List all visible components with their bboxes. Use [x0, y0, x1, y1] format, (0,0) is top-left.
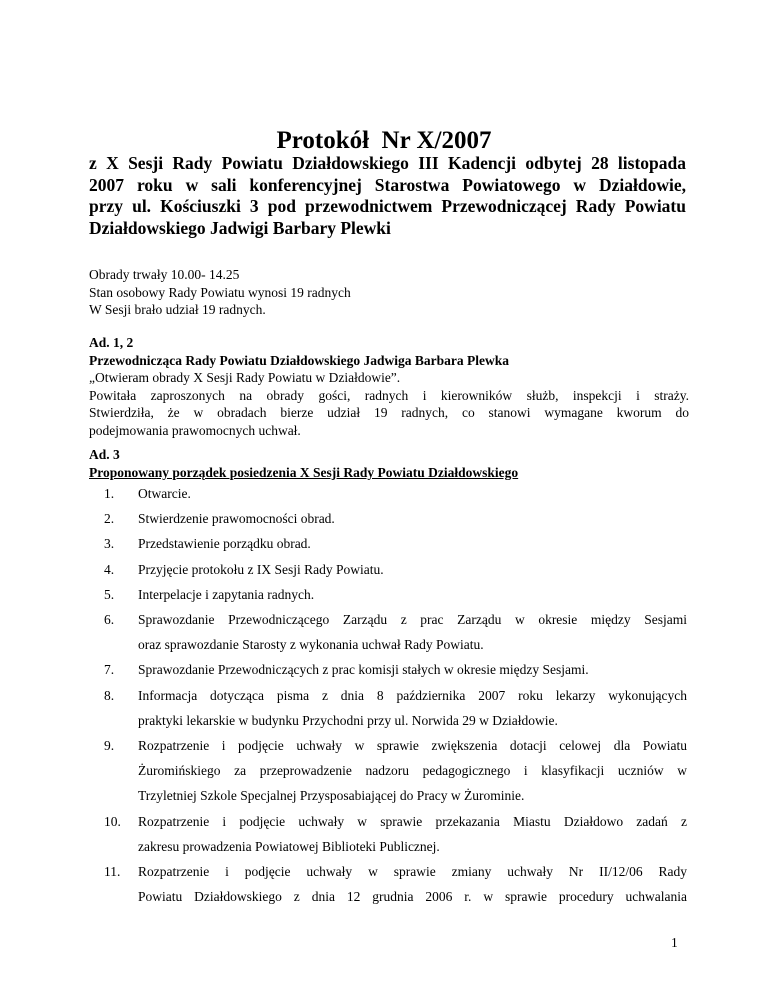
body-line: podejmowania prawomocnych uchwał.	[89, 422, 301, 438]
session-info	[89, 266, 689, 319]
info-duration: Obrady trwały 10.00- 14.25	[89, 267, 240, 282]
agenda-item-number: 4.	[104, 561, 115, 577]
agenda-item-text: Informacja dotycząca pisma z dnia 8 października 2007 roku lekarzy wykonujących	[138, 687, 687, 703]
agenda-item-number: 6.	[104, 612, 115, 628]
agenda-item-text: Powiatu Działdowskiego z dnia 12 grudnia 2006 r. w sprawie procedury uchwalania	[138, 889, 687, 905]
subtitle-line: przy ul. Kościuszki 3 pod przewodnictwem Przewodniczącej Rady Powiatu	[89, 196, 686, 216]
document-title: Protokół Nr X/2007	[276, 127, 492, 154]
agenda-item-number: 9.	[104, 738, 115, 754]
agenda-item-text: Przyjęcie protokołu z IX Sesji Rady Powiatu.	[138, 561, 384, 577]
agenda-item	[104, 733, 687, 809]
agenda-item-text: Sprawozdanie Przewodniczącego Zarządu z prac Zarządu w okresie między Sesjami	[138, 612, 687, 628]
agenda-item-text: Żuromińskiego za przeprowadzenie nadzoru pedagogicznego i klasyfikacji uczniów w	[138, 763, 687, 779]
subtitle-line: Działdowskiego Jadwigi Barbary Plewki	[89, 217, 391, 238]
agenda-item-text: Otwarcie.	[138, 486, 191, 501]
agenda-list	[104, 481, 687, 909]
agenda-item-number: 11.	[104, 864, 121, 880]
agenda-item-text: Rozpatrzenie i podjęcie uchwały w sprawie przekazania Miastu Działdowo zadań z	[138, 813, 687, 829]
agenda-item-text: Sprawozdanie Przewodniczących z prac komisji stałych w okresie między Sesjami.	[138, 662, 589, 678]
agenda-item-text: zakresu prowadzenia Powiatowej Biblioteki Publicznej.	[138, 838, 440, 854]
agenda-item	[104, 657, 687, 682]
agenda-item	[104, 607, 687, 657]
section-ad-3	[89, 446, 689, 481]
agenda-item	[104, 859, 687, 909]
agenda-item-number: 1.	[104, 486, 115, 501]
agenda-item-text: Interpelacje i zapytania radnych.	[138, 586, 315, 602]
body-line: Powitała zaproszonych na obrady gości, radnych i kierowników służb, inspekcji i straży.	[89, 387, 689, 403]
section-heading: Ad. 1, 2	[89, 335, 134, 350]
agenda-item-text: Trzyletniej Szkole Specjalnej Przysposabiającej do Pracy w Żurominie.	[138, 788, 525, 804]
agenda-item-text: Stwierdzenie prawomocności obrad.	[138, 511, 335, 527]
agenda-item	[104, 531, 687, 556]
agenda-item	[104, 557, 687, 582]
subtitle-line: z X Sesji Rady Powiatu Działdowskiego III Kadencji odbytej 28 listopada	[89, 153, 686, 173]
section-speaker: Przewodnicząca Rady Powiatu Działdowskiego Jadwiga Barbara Plewka	[89, 352, 509, 368]
agenda-item-number: 10.	[104, 813, 121, 829]
opening-quote: „Otwieram obrady X Sesji Rady Powiatu w Działdowie”.	[89, 370, 401, 385]
agenda-item	[104, 683, 687, 733]
document-subtitle	[89, 153, 686, 239]
agenda-item-text: Przedstawienie porządku obrad.	[138, 536, 311, 552]
agenda-item	[104, 506, 687, 531]
agenda-title: Proponowany porządek posiedzenia X Sesji Rady Powiatu Działdowskiego	[89, 464, 519, 480]
section-heading: Ad. 3	[89, 447, 120, 462]
agenda-item	[104, 481, 687, 506]
page-number: 1	[671, 935, 678, 950]
info-attendance: W Sesji brało udział 19 radnych.	[89, 302, 266, 317]
agenda-item-number: 3.	[104, 536, 115, 552]
body-line: Stwierdziła, że w obradach bierze udział 19 radnych, co stanowi wymagane kworum do	[89, 405, 689, 420]
agenda-item-text: praktyki lekarskie w budynku Przychodni przy ul. Norwida 29 w Działdowie.	[138, 712, 558, 728]
agenda-item-number: 2.	[104, 511, 115, 527]
agenda-item-text: Rozpatrzenie i podjęcie uchwały w sprawie zmiany uchwały Nr II/12/06 Rady	[138, 864, 687, 880]
agenda-item-number: 5.	[104, 586, 115, 602]
agenda-item-text: Rozpatrzenie i podjęcie uchwały w sprawie zwiększenia dotacji celowej dla Powiatu	[138, 738, 687, 754]
section-ad-1-2	[89, 334, 689, 439]
info-council-size: Stan osobowy Rady Powiatu wynosi 19 radnych	[89, 284, 351, 300]
agenda-item-number: 8.	[104, 687, 115, 703]
agenda-item	[104, 809, 687, 859]
agenda-item	[104, 582, 687, 607]
subtitle-line: 2007 roku w sali konferencyjnej Starostwa Powiatowego w Działdowie,	[89, 174, 686, 195]
agenda-item-number: 7.	[104, 662, 115, 678]
agenda-item-text: oraz sprawozdanie Starosty z wykonania uchwał Rady Powiatu.	[138, 637, 484, 653]
